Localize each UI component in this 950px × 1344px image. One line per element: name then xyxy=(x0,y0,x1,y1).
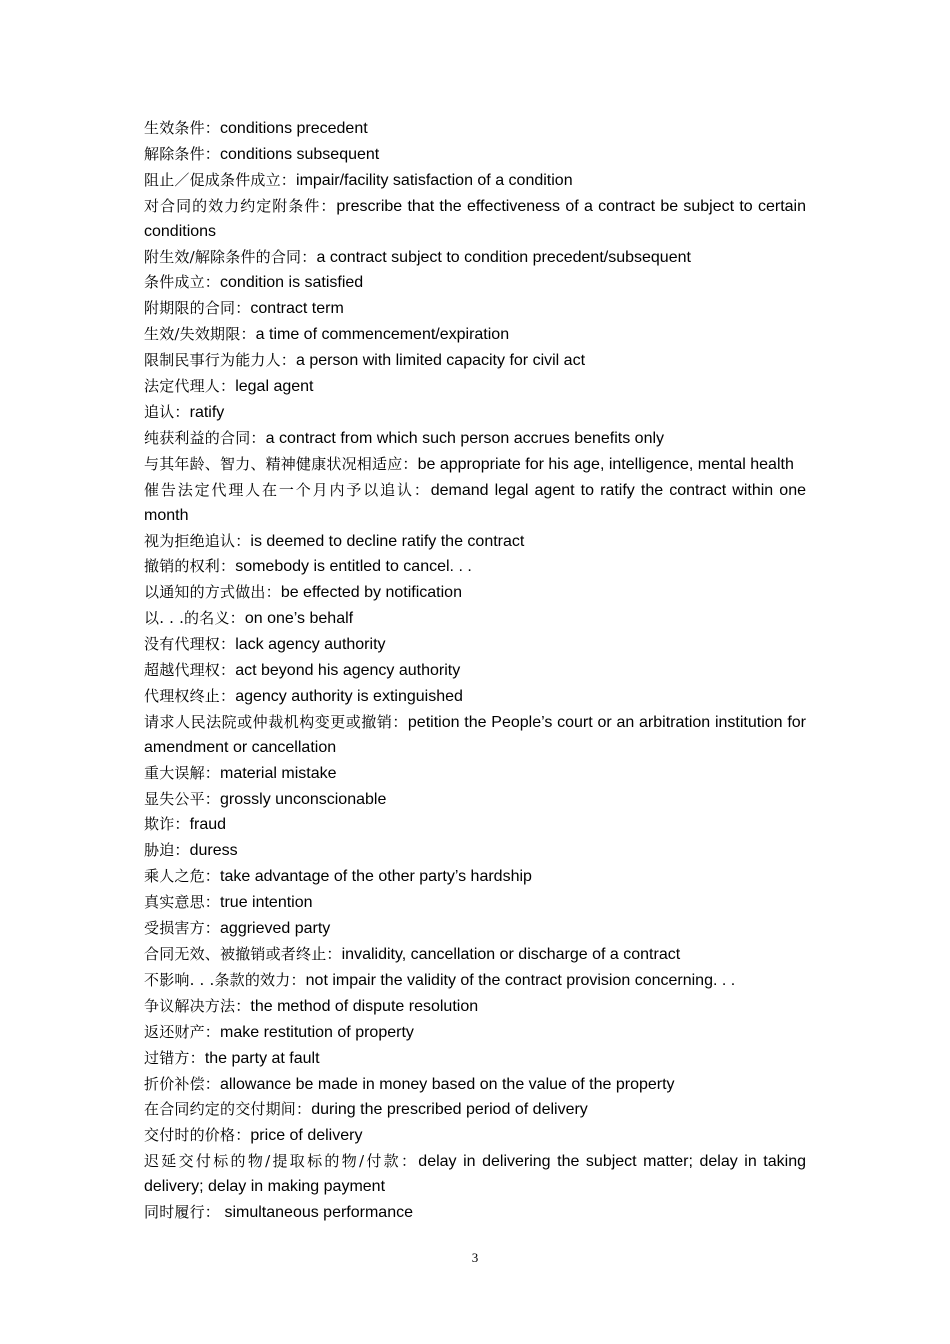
glossary-entry xyxy=(144,1200,806,1226)
term-english: ratify xyxy=(189,403,225,421)
term-english: lack agency authority xyxy=(235,636,386,654)
term-english: condition is satisfied xyxy=(220,274,364,292)
term-english: a contract subject to condition precedent/subsequent xyxy=(316,248,691,266)
term-english: fraud xyxy=(189,816,227,834)
glossary-entry xyxy=(144,838,806,864)
term-english: prescribe that the effectiveness of a contract be subject to certain conditions xyxy=(144,197,807,240)
glossary-entry xyxy=(144,116,806,142)
term-chinese: 附生效/解除条件的合同： xyxy=(144,247,317,266)
glossary-entry xyxy=(144,194,806,245)
term-chinese: 重大误解： xyxy=(144,763,221,782)
glossary-entry xyxy=(144,916,806,942)
glossary-entry xyxy=(144,658,806,684)
term-chinese: 阻止／促成条件成立： xyxy=(144,170,297,189)
term-chinese: 撤销的权利： xyxy=(144,557,236,576)
term-english: price of delivery xyxy=(250,1127,363,1145)
term-english: act beyond his agency authority xyxy=(235,662,461,680)
term-chinese: 对合同的效力约定附条件： xyxy=(144,196,337,215)
page-number: 3 xyxy=(471,1250,479,1265)
glossary-entry xyxy=(144,1020,806,1046)
glossary-entry xyxy=(144,478,806,529)
term-english: the method of dispute resolution xyxy=(250,997,479,1015)
glossary-entry xyxy=(144,787,806,813)
glossary-entry xyxy=(144,245,806,271)
glossary-entry xyxy=(144,710,806,761)
glossary-entry xyxy=(144,761,806,787)
term-english: a person with limited capacity for civil act xyxy=(296,352,586,370)
term-chinese: 法定代理人： xyxy=(144,377,236,396)
glossary-entry xyxy=(144,1149,806,1200)
glossary-entry xyxy=(144,968,806,994)
term-english: not impair the validity of the contract provision concerning. . . xyxy=(305,971,736,989)
term-chinese: 显失公平： xyxy=(144,789,221,808)
term-english: a contract from which such person accrues benefits only xyxy=(265,429,665,447)
term-chinese: 交付时的价格： xyxy=(144,1126,251,1145)
glossary-entry xyxy=(144,426,806,452)
term-chinese: 限制民事行为能力人： xyxy=(144,351,297,370)
term-chinese: 追认： xyxy=(144,402,190,421)
term-chinese: 条件成立： xyxy=(144,273,221,292)
term-chinese: 迟延交付标的物/提取标的物/付款： xyxy=(144,1152,419,1171)
glossary-entry xyxy=(144,374,806,400)
term-english: during the prescribed period of delivery xyxy=(311,1101,588,1119)
glossary-entry xyxy=(144,270,806,296)
term-english: legal agent xyxy=(235,378,314,396)
term-chinese: 视为拒绝追认： xyxy=(144,531,251,550)
term-english: duress xyxy=(189,842,238,860)
glossary-entry xyxy=(144,864,806,890)
term-chinese: 与其年龄、智力、精神健康状况相适应： xyxy=(144,454,418,473)
term-english: impair/facility satisfaction of a condition xyxy=(296,171,573,189)
term-chinese: 乘人之危： xyxy=(144,867,221,886)
term-chinese: 生效条件： xyxy=(144,119,221,137)
glossary-entry xyxy=(144,1072,806,1098)
term-english: invalidity, cancellation or discharge of a contract xyxy=(341,946,681,963)
term-english: on one’s behalf xyxy=(244,610,354,628)
glossary-entry xyxy=(144,632,806,658)
glossary-entry xyxy=(144,348,806,374)
term-english: aggrieved party xyxy=(220,920,331,938)
term-english: grossly unconscionable xyxy=(220,790,387,808)
term-chinese: 生效/失效期限： xyxy=(144,325,256,344)
term-chinese: 不影响. . .条款的效力： xyxy=(144,970,306,989)
glossary-entry xyxy=(144,994,806,1020)
term-english: conditions subsequent xyxy=(220,145,380,163)
glossary-entry xyxy=(144,580,806,606)
term-english: take advantage of the other party’s hardship xyxy=(220,868,532,886)
term-chinese: 受损害方： xyxy=(144,919,221,938)
term-chinese: 代理权终止： xyxy=(144,686,236,705)
term-chinese: 以通知的方式做出： xyxy=(144,583,281,602)
term-chinese: 在合同约定的交付期间： xyxy=(144,1100,312,1119)
term-english: demand legal agent to ratify the contract within one month xyxy=(144,481,806,524)
glossary-entry xyxy=(144,1046,806,1072)
term-chinese: 争议解决方法： xyxy=(144,996,251,1015)
term-english: simultaneous performance xyxy=(220,1204,413,1222)
term-chinese: 真实意思： xyxy=(144,893,221,912)
term-chinese: 以. . .的名义： xyxy=(144,609,245,628)
term-english: contract term xyxy=(250,300,344,318)
glossary-entry xyxy=(144,529,806,555)
glossary-entry xyxy=(144,890,806,916)
glossary-entry xyxy=(144,554,806,580)
term-chinese: 解除条件： xyxy=(144,144,221,163)
term-english: a time of commencement/expiration xyxy=(255,326,510,344)
glossary-entry xyxy=(144,684,806,710)
term-english: somebody is entitled to cancel. . . xyxy=(235,558,472,576)
term-english: be appropriate for his age, intelligence, mental health xyxy=(417,455,794,473)
term-chinese: 催告法定代理人在一个月内予以追认： xyxy=(144,480,431,499)
term-chinese: 胁迫： xyxy=(144,841,190,860)
glossary-entry xyxy=(144,812,806,838)
term-chinese: 没有代理权： xyxy=(144,635,236,654)
glossary-entry xyxy=(144,296,806,322)
glossary-entry xyxy=(144,1097,806,1123)
term-english: agency authority is extinguished xyxy=(235,687,463,705)
glossary-entry xyxy=(144,168,806,194)
term-chinese: 请求人民法院或仲裁机构变更或撤销： xyxy=(144,712,408,731)
term-english: material mistake xyxy=(220,764,337,782)
term-chinese: 同时履行： xyxy=(144,1203,221,1222)
term-english: true intention xyxy=(220,894,313,912)
term-english: is deemed to decline ratify the contract xyxy=(250,532,525,550)
term-chinese: 超越代理权： xyxy=(144,661,236,680)
term-chinese: 附期限的合同： xyxy=(144,299,251,318)
term-chinese: 纯获利益的合同： xyxy=(144,428,266,447)
glossary-entry xyxy=(144,606,806,632)
term-english: the party at fault xyxy=(204,1049,320,1067)
term-chinese: 折价补偿： xyxy=(144,1074,221,1093)
term-english: delay in delivering the subject matter; delay in taking delivery; delay in making payment xyxy=(144,1153,807,1196)
term-english: petition the People’s court or an arbitration institution for amendment or cancellation xyxy=(144,713,806,756)
term-chinese: 过错方： xyxy=(144,1048,205,1067)
glossary-entry xyxy=(144,400,806,426)
term-chinese: 返还财产： xyxy=(144,1022,221,1041)
glossary-entry xyxy=(144,142,806,168)
term-english: be effected by notification xyxy=(280,584,462,602)
term-english: conditions precedent xyxy=(220,120,368,137)
term-english: make restitution of property xyxy=(220,1023,414,1041)
glossary-entry xyxy=(144,942,806,968)
glossary-entry xyxy=(144,322,806,348)
term-chinese: 合同无效、被撤销或者终止： xyxy=(144,945,342,963)
glossary-list xyxy=(144,116,806,1226)
glossary-entry xyxy=(144,1123,806,1149)
term-english: allowance be made in money based on the value of the property xyxy=(220,1075,675,1093)
term-chinese: 欺诈： xyxy=(144,815,190,834)
glossary-entry xyxy=(144,452,806,478)
